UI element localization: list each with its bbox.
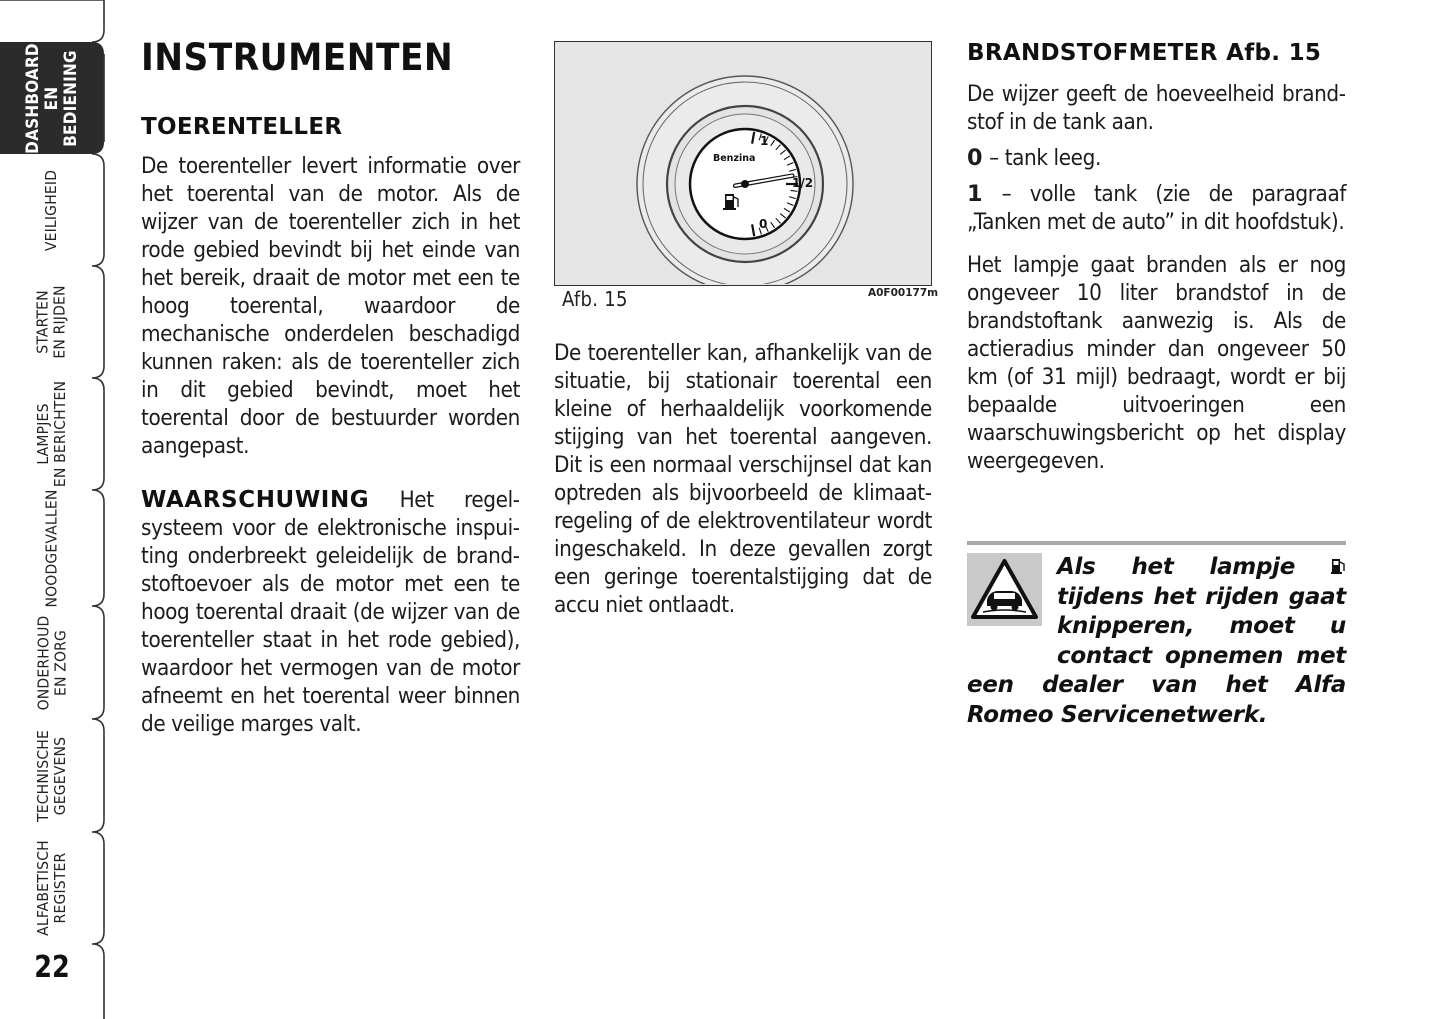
section-heading-toerenteller: TOERENTELLER <box>141 114 343 140</box>
warning-text-part2: tijdens het rijden gaat knipperen, moet u contact opnemen met een dealer van het Alfa Romeo Servicenetwerk. <box>967 583 1346 728</box>
fuel-warning-light-paragraph: Het lampje gaat branden als er nog ongeveer 10 liter brandstof in de brandstoftank aanwezig is. Als de actieradius minder dan ongeveer 50 km (of 31 mijl) bedraagt, wordt er bij bepaalde uitvoeringen een waarschuwingsbericht op het display weergegeven. <box>967 252 1346 474</box>
warning-text-part1: Als het lampje <box>1057 554 1296 580</box>
tab-alfabetisch-register[interactable]: ALFABETISCH REGISTER <box>33 840 69 936</box>
fuel-pump-icon <box>1331 556 1346 576</box>
page-title: INSTRUMENTEN <box>141 36 454 79</box>
list-item-full <box>967 180 1346 236</box>
figure-code: A0F00177m <box>868 287 939 299</box>
brandstofmeter-paragraph: De wijzer geeft de hoeveelheid brandstof in de tank aan. <box>967 81 1346 135</box>
gauge-label-benzina: Benzina <box>713 153 756 164</box>
column-3 <box>967 40 1346 475</box>
gauge-scale-empty: 0 <box>759 217 768 231</box>
gauge-scale-full: 1 <box>760 134 769 148</box>
fuel-gauge-figure <box>554 41 932 286</box>
figure-caption: Afb. 15 <box>562 287 628 311</box>
toerenteller-note-paragraph: De toerenteller kan, afhankelijk van de situatie, bij stationair toerental een kleine of herhaaldelijk voorkomende stijging van het toerental aangeven. Dit is een normaal verschijnsel dat kan optreden als bijvoorbeeld de klimaatregeling of de elektroventilateur wordt ingeschakeld. In deze gevallen zorgt een geringe toerentalstijging dat de accu niet ontlaadt. <box>554 340 932 618</box>
list-text-1: – volle tank (zie de paragraaf „Tanken met de auto” in dit hoofdstuk). <box>967 181 1346 235</box>
page-number: 22 <box>34 950 70 985</box>
tab-technische-gegevens[interactable]: TECHNISCHE GEGEVENS <box>34 729 69 822</box>
gauge-scale-half: 1/2 <box>792 176 814 190</box>
tab-onderhoud-en-zorg[interactable]: ONDERHOUD EN ZORG <box>33 615 69 710</box>
fuel-gauge-illustration <box>555 42 930 284</box>
car-skid-warning-icon <box>967 553 1042 626</box>
warning-paragraph <box>141 486 520 738</box>
warning-label: WAARSCHUWING <box>141 487 370 513</box>
list-key-1: 1 <box>967 181 984 207</box>
list-text-0: – tank leeg. <box>989 145 1101 171</box>
column-1 <box>141 114 520 738</box>
list-item-empty <box>967 144 1346 172</box>
tab-noodgevallen[interactable]: NOODGEVALLEN <box>42 489 61 607</box>
toerenteller-paragraph: De toerenteller levert informatie over het toerental van de motor. Als de wijzer van de toerenteller zich in het rode gebied bevindt bij het einde van het bereik, draait de motor met een te hoog toerental, waardoor de mechanische onderdelen beschadigd kunnen raken: als de toerenteller zich in dit gebied bevindt, moet het toerental door de bestuurder worden aangepast. <box>141 153 520 459</box>
list-key-0: 0 <box>967 145 984 171</box>
tab-veiligheid[interactable]: VEILIGHEID <box>42 169 61 251</box>
warning-text: Het regelsysteem voor de elektronische inspuiting onderbreekt geleidelijk de brandstoftoevoer als de motor met een te hoog toerental draait (de wijzer van de toerenteller staat in het rode gebied), waardoor het vermogen van de motor afneemt en het toerental weer binnen de veilige marges valt. <box>141 487 520 737</box>
tab-dashboard-en-bediening[interactable]: DASHBOARD EN BEDIENING <box>22 42 81 154</box>
chapter-tab-strip <box>0 0 108 1019</box>
warning-divider <box>967 541 1346 545</box>
section-heading-brandstofmeter: BRANDSTOFMETER Afb. 15 <box>967 40 1322 66</box>
column-2 <box>554 339 932 619</box>
tab-lampjes-en-berichten[interactable]: LAMPJES EN BERICHTEN <box>34 380 70 488</box>
tab-starten-en-rijden[interactable]: STARTEN EN RIJDEN <box>33 285 69 359</box>
